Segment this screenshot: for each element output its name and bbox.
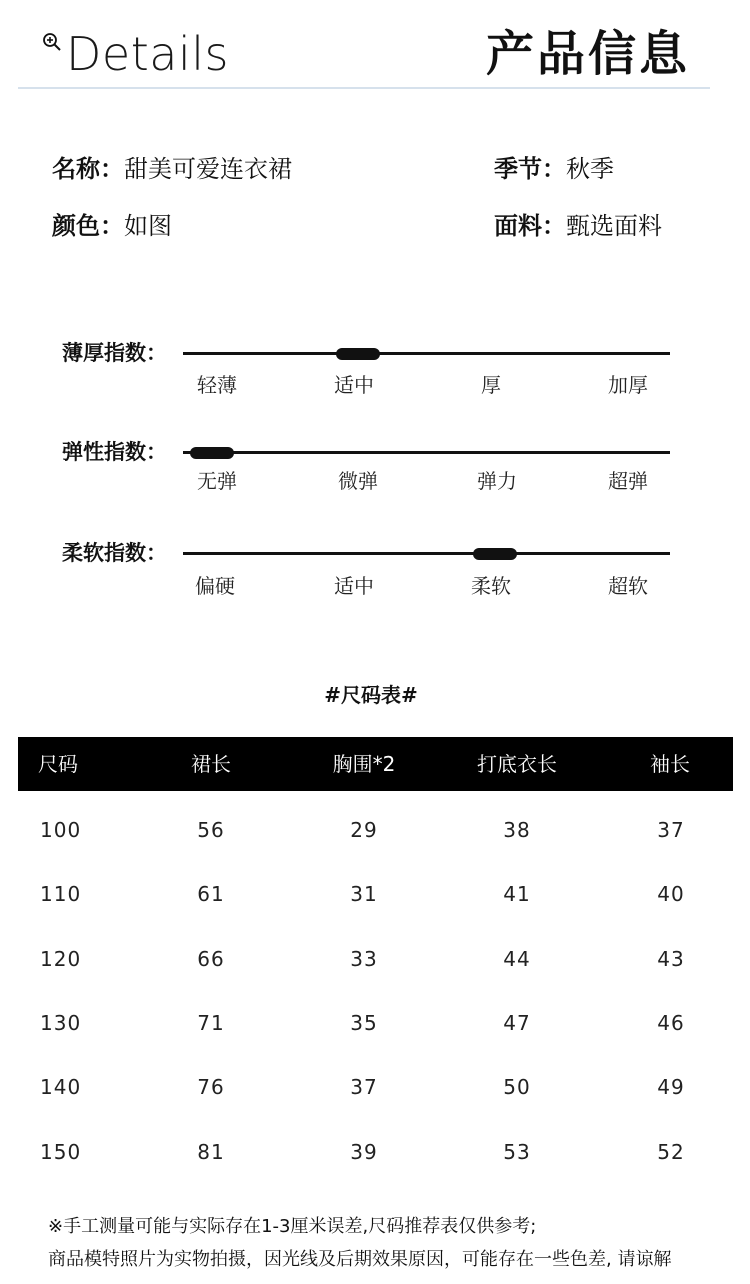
info-season — [494, 152, 614, 186]
cell-base-length: 50 — [503, 1075, 531, 1099]
table-row — [0, 1009, 750, 1037]
cell-sleeve-length: 49 — [657, 1075, 685, 1099]
size-table-header — [18, 737, 733, 791]
cell-size: 150 — [40, 1140, 82, 1164]
cell-size: 110 — [40, 882, 82, 906]
thickness-track — [183, 352, 670, 355]
cell-chest: 39 — [350, 1140, 378, 1164]
cell-skirt-length: 61 — [197, 882, 225, 906]
details-title: Details — [66, 27, 229, 81]
softness-option: 柔软 — [471, 574, 511, 598]
info-name — [52, 152, 292, 186]
softness-indicator — [473, 548, 517, 560]
cell-chest: 37 — [350, 1075, 378, 1099]
cell-size: 100 — [40, 818, 82, 842]
elasticity-indicator — [190, 447, 234, 459]
info-fabric-value: 甄选面料 — [566, 212, 662, 240]
cell-base-length: 38 — [503, 818, 531, 842]
info-fabric-key: 面料： — [494, 212, 566, 240]
cell-size: 130 — [40, 1011, 82, 1035]
cell-sleeve-length: 52 — [657, 1140, 685, 1164]
cell-base-length: 44 — [503, 947, 531, 971]
measurement-note: ※手工测量可能与实际存在1-3厘米误差,尺码推荐表仅供参考; — [48, 1216, 537, 1237]
info-name-value: 甜美可爱连衣裙 — [124, 155, 292, 183]
cell-base-length: 47 — [503, 1011, 531, 1035]
elasticity-label: 弹性指数： — [62, 440, 167, 464]
cell-chest: 29 — [350, 818, 378, 842]
cell-skirt-length: 56 — [197, 818, 225, 842]
header-base-length: 打底衣长 — [477, 752, 557, 776]
elasticity-option: 无弹 — [197, 469, 237, 493]
info-color-key: 颜色： — [52, 212, 124, 240]
thickness-option: 适中 — [334, 373, 374, 397]
thickness-indicator — [336, 348, 380, 360]
info-color-value: 如图 — [124, 212, 172, 240]
header-chest: 胸围*2 — [332, 752, 396, 776]
header-skirt-length: 裙长 — [191, 752, 231, 776]
table-row — [0, 945, 750, 973]
header-size: 尺码 — [38, 752, 78, 776]
cell-size: 120 — [40, 947, 82, 971]
zoom-in-icon — [42, 32, 62, 52]
cell-skirt-length: 76 — [197, 1075, 225, 1099]
thickness-option: 厚 — [481, 373, 501, 397]
softness-option: 超软 — [608, 574, 648, 598]
elasticity-option: 超弹 — [608, 469, 648, 493]
elasticity-option: 微弹 — [338, 469, 378, 493]
thickness-option: 加厚 — [608, 373, 648, 397]
softness-option: 偏硬 — [195, 574, 235, 598]
cell-chest: 35 — [350, 1011, 378, 1035]
softness-label: 柔软指数： — [62, 541, 167, 565]
cell-base-length: 41 — [503, 882, 531, 906]
product-info-title: 产品信息 — [486, 26, 691, 82]
size-table-title: #尺码表# — [324, 683, 418, 707]
thickness-option: 轻薄 — [197, 373, 237, 397]
color-difference-note: 商品模特照片为实物拍摄，因光线及后期效果原因，可能存在一些色差, 请谅解 — [48, 1249, 672, 1270]
cell-sleeve-length: 40 — [657, 882, 685, 906]
info-color — [52, 209, 172, 243]
cell-skirt-length: 81 — [197, 1140, 225, 1164]
cell-sleeve-length: 43 — [657, 947, 685, 971]
info-name-key: 名称： — [52, 155, 124, 183]
header-divider — [18, 87, 710, 89]
cell-size: 140 — [40, 1075, 82, 1099]
table-row — [0, 1073, 750, 1101]
cell-skirt-length: 66 — [197, 947, 225, 971]
table-row — [0, 1138, 750, 1166]
cell-chest: 33 — [350, 947, 378, 971]
cell-sleeve-length: 46 — [657, 1011, 685, 1035]
cell-base-length: 53 — [503, 1140, 531, 1164]
thickness-label: 薄厚指数： — [62, 341, 167, 365]
softness-option: 适中 — [334, 574, 374, 598]
table-row — [0, 880, 750, 908]
softness-track — [183, 552, 670, 555]
header-sleeve-length: 袖长 — [650, 752, 690, 776]
info-fabric — [494, 209, 662, 243]
elasticity-option: 弹力 — [477, 469, 517, 493]
cell-chest: 31 — [350, 882, 378, 906]
elasticity-track — [183, 451, 670, 454]
table-row — [0, 816, 750, 844]
cell-skirt-length: 71 — [197, 1011, 225, 1035]
info-season-key: 季节： — [494, 155, 566, 183]
info-season-value: 秋季 — [566, 155, 614, 183]
cell-sleeve-length: 37 — [657, 818, 685, 842]
